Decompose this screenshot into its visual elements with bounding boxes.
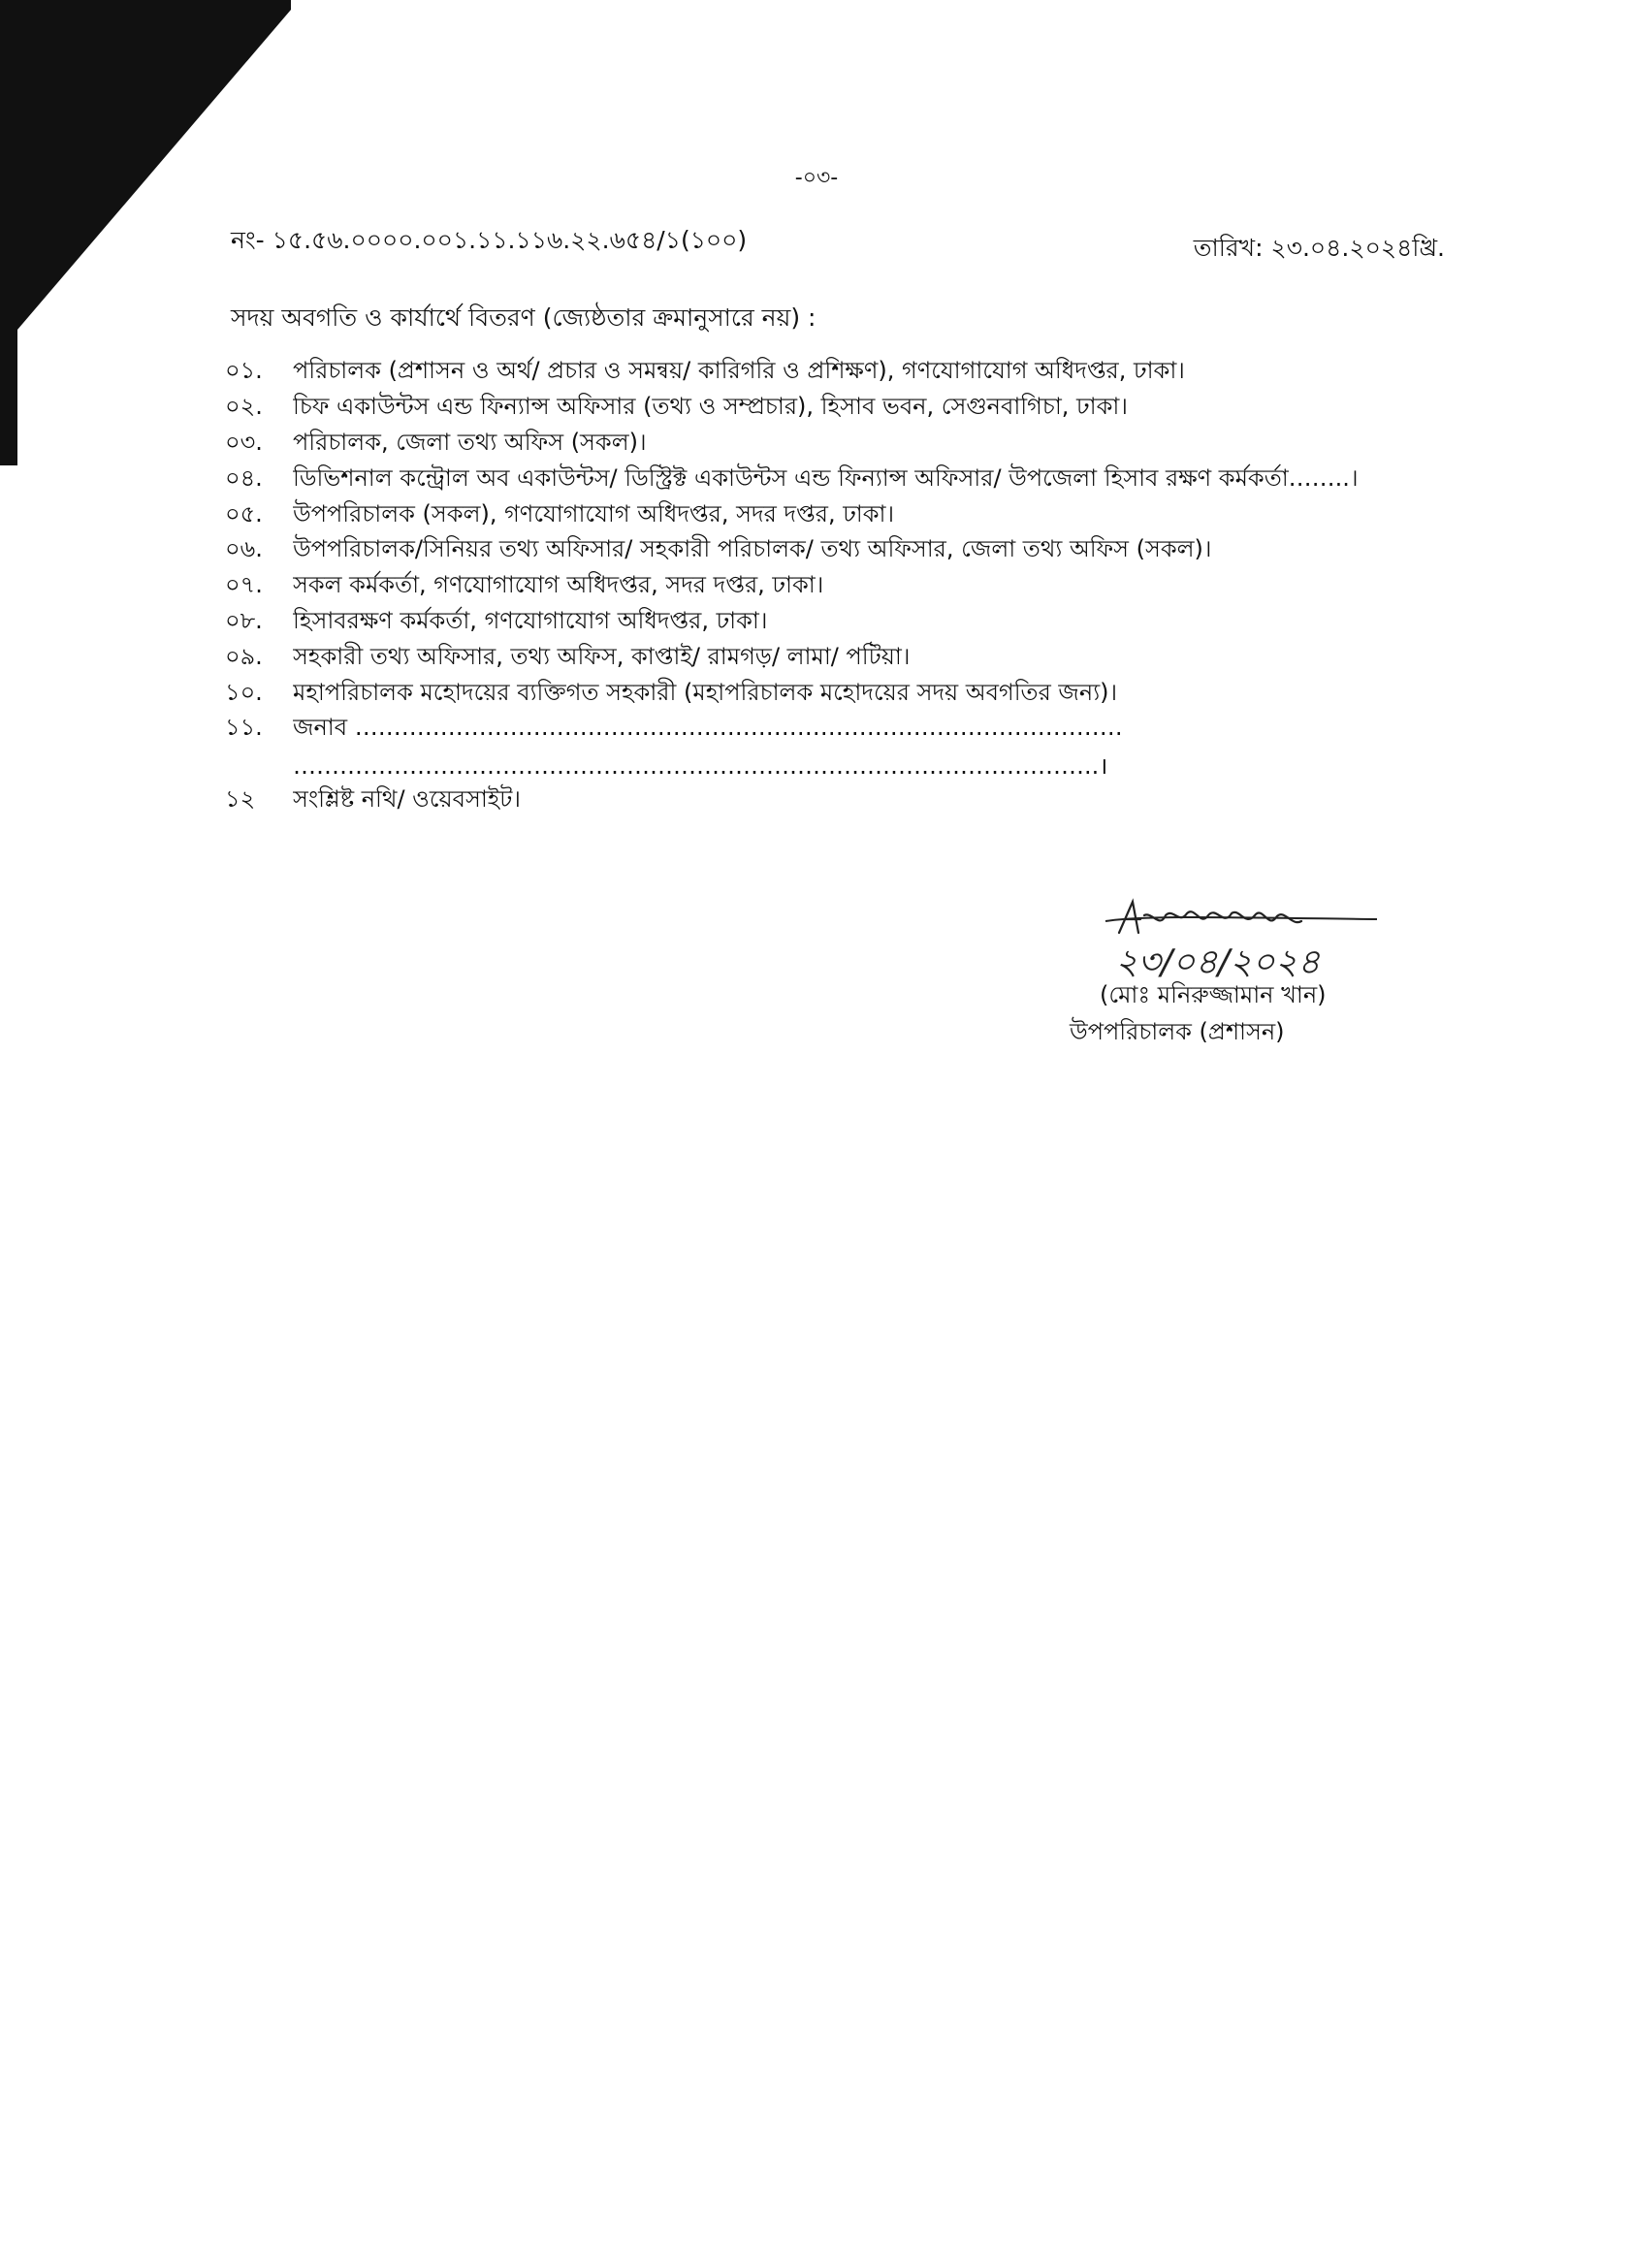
page-number: -০৩-: [794, 166, 839, 190]
item-number: ১০.: [225, 678, 263, 706]
item-number: ০৪.: [225, 463, 263, 492]
distribution-intro: সদয় অবগতি ও কার্যার্থে বিতরণ (জ্যেষ্ঠতার ক্রমানুসারে নয়) :: [231, 303, 816, 332]
list-item: [225, 497, 1457, 533]
item-number: ০৩.: [225, 429, 263, 456]
item-text: …………………………………………………………………………………………..।: [293, 751, 1108, 780]
list-item: [225, 533, 1457, 569]
handwritten-signature: [1086, 894, 1396, 981]
item-number: ০২.: [225, 393, 263, 421]
item-text: মহাপরিচালক মহোদয়ের ব্যক্তিগত সহকারী (মহাপরিচালক মহোদয়ের সদয় অবগতির জন্য)।: [293, 678, 1118, 706]
list-item: [225, 391, 1457, 427]
item-number: ০৮.: [225, 606, 263, 634]
item-text: সংশ্লিষ্ট নথি/ ওয়েবসাইট।: [293, 784, 521, 813]
item-text: জনাব ………………………………………………………………………………………: [293, 714, 1123, 742]
distribution-list: [225, 355, 1457, 818]
item-text: উপপরিচালক (সকল), গণযোগাযোগ অধিদপ্তর, সদর দপ্তর, ঢাকা।: [293, 499, 895, 527]
signer-title: উপপরিচালক (প্রশাসন): [1070, 1018, 1285, 1045]
list-item: [225, 640, 1457, 676]
list-item: [225, 676, 1457, 712]
item-number: ১২: [225, 784, 256, 813]
item-text: সহকারী তথ্য অফিসার, তথ্য অফিস, কাপ্তাই/ রামগড়/ লামা/ পটিয়া।: [293, 642, 911, 670]
item-number: ১১.: [225, 714, 263, 742]
item-text: সকল কর্মকর্তা, গণযোগাযোগ অধিদপ্তর, সদর দপ্তর, ঢাকা।: [293, 571, 824, 599]
item-number: ০৭.: [225, 571, 263, 599]
signature-date: ২৩/০৪/২০২৪: [1115, 942, 1321, 981]
item-text: হিসাবরক্ষণ কর্মকর্তা, গণযোগাযোগ অধিদপ্তর, ঢাকা।: [293, 606, 768, 634]
memo-number: নং- ১৫.৫৬.০০০০.০০১.১১.১১৬.২২.৬৫৪/১(১০০): [231, 226, 748, 254]
list-item: [225, 605, 1457, 641]
item-text: ডিভিশনাল কন্ট্রোল অব একাউন্টস/ ডিস্ট্রিক্ট একাউন্টস এন্ড ফিন্যান্স অফিসার/ উপজেলা হিসাব রক্ষণ কর্মকর্তা……..।: [293, 463, 1359, 492]
list-item: [225, 355, 1457, 391]
item-number: ০৫.: [225, 499, 263, 527]
item-text: চিফ একাউন্টস এন্ড ফিন্যান্স অফিসার (তথ্য ও সম্প্রচার), হিসাব ভবন, সেগুনবাগিচা, ঢাকা।: [293, 393, 1128, 421]
list-item-continuation: [225, 748, 1457, 783]
list-item: [225, 783, 1457, 819]
item-text: পরিচালক, জেলা তথ্য অফিস (সকল)।: [293, 429, 647, 456]
item-number: ০৯.: [225, 642, 263, 670]
list-item: [225, 462, 1457, 497]
item-text: পরিচালক (প্রশাসন ও অর্থ/ প্রচার ও সমন্বয়/ কারিগরি ও প্রশিক্ষণ), গণযোগাযোগ অধিদপ্তর, ঢাকা।: [293, 357, 1185, 385]
memo-date: তারিখ: ২৩.০৪.২০২৪খ্রি.: [1193, 234, 1445, 262]
list-item: [225, 712, 1457, 748]
item-number: ০১.: [225, 357, 263, 385]
signer-name: (মোঃ মনিরুজ্জামান খান): [1100, 981, 1327, 1008]
item-text: উপপরিচালক/সিনিয়র তথ্য অফিসার/ সহকারী পরিচালক/ তথ্য অফিসার, জেলা তথ্য অফিস (সকল)।: [293, 535, 1212, 563]
item-number: ০৬.: [225, 535, 263, 563]
list-item: [225, 569, 1457, 605]
list-item: [225, 427, 1457, 463]
